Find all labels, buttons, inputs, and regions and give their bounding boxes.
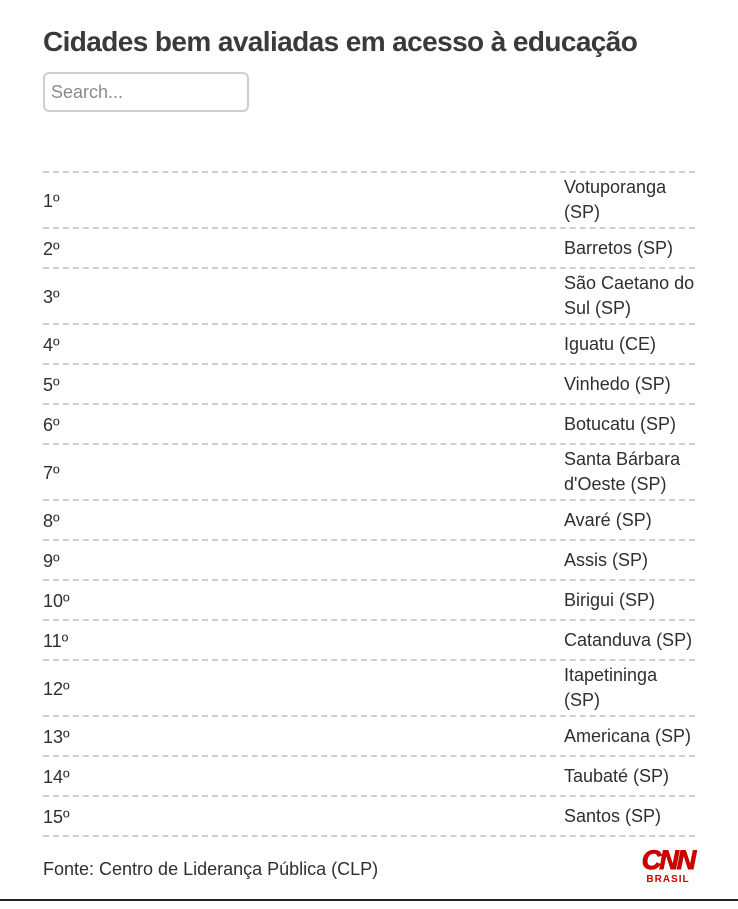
ranking-table [43, 171, 695, 837]
rank-cell: 5º [43, 374, 60, 395]
rank-cell: 6º [43, 414, 60, 435]
rank-cell: 15º [43, 806, 70, 827]
table-row [43, 269, 695, 325]
table-row [43, 661, 695, 717]
rank-cell: 4º [43, 334, 60, 355]
bottom-border [0, 899, 738, 909]
city-cell: Assis (SP) [564, 549, 649, 570]
rank-cell: 3º [43, 286, 60, 307]
city-cell: Birigui (SP) [564, 589, 656, 610]
table-row [43, 541, 695, 581]
table-row [43, 717, 695, 757]
table-row [43, 501, 695, 541]
rank-cell: 14º [43, 766, 70, 787]
table-row [43, 797, 695, 837]
city-cell: Itapetininga (SP) [564, 665, 658, 710]
table-row [43, 581, 695, 621]
rank-cell: 12º [43, 678, 70, 699]
table-row [43, 621, 695, 661]
city-cell: Santa Bárbara d'Oeste (SP) [564, 449, 681, 494]
table-row [43, 757, 695, 797]
city-cell: Americana (SP) [564, 725, 692, 746]
rank-cell: 8º [43, 510, 60, 531]
logo-wordmark: CNN [641, 845, 695, 875]
table-row [43, 173, 695, 229]
city-cell: Votuporanga (SP) [564, 177, 667, 222]
table-row [43, 365, 695, 405]
page-title: Cidades bem avaliadas em acesso à educação [43, 26, 638, 57]
city-cell: São Caetano do Sul (SP) [564, 273, 695, 318]
table-row [43, 405, 695, 445]
search-input[interactable] [43, 72, 249, 112]
rank-cell: 7º [43, 462, 60, 483]
rank-cell: 11º [43, 630, 69, 651]
source-note: Fonte: Centro de Liderança Pública (CLP) [43, 859, 379, 879]
table-row [43, 325, 695, 365]
city-cell: Iguatu (CE) [564, 333, 657, 354]
rank-cell: 9º [43, 550, 60, 571]
city-cell: Avaré (SP) [564, 509, 652, 530]
city-cell: Barretos (SP) [564, 237, 674, 258]
table-row [43, 445, 695, 501]
rank-cell: 2º [43, 238, 60, 259]
rank-cell: 10º [43, 590, 70, 611]
rank-cell: 13º [43, 726, 70, 747]
rank-cell: 1º [43, 190, 60, 211]
city-cell: Catanduva (SP) [564, 629, 693, 650]
table-row [43, 229, 695, 269]
city-cell: Santos (SP) [564, 805, 662, 826]
city-cell: Taubaté (SP) [564, 765, 670, 786]
city-cell: Botucatu (SP) [564, 413, 677, 434]
logo-subtitle: BRASIL [646, 874, 690, 885]
cnn-brasil-logo [638, 846, 698, 888]
city-cell: Vinhedo (SP) [564, 373, 671, 394]
